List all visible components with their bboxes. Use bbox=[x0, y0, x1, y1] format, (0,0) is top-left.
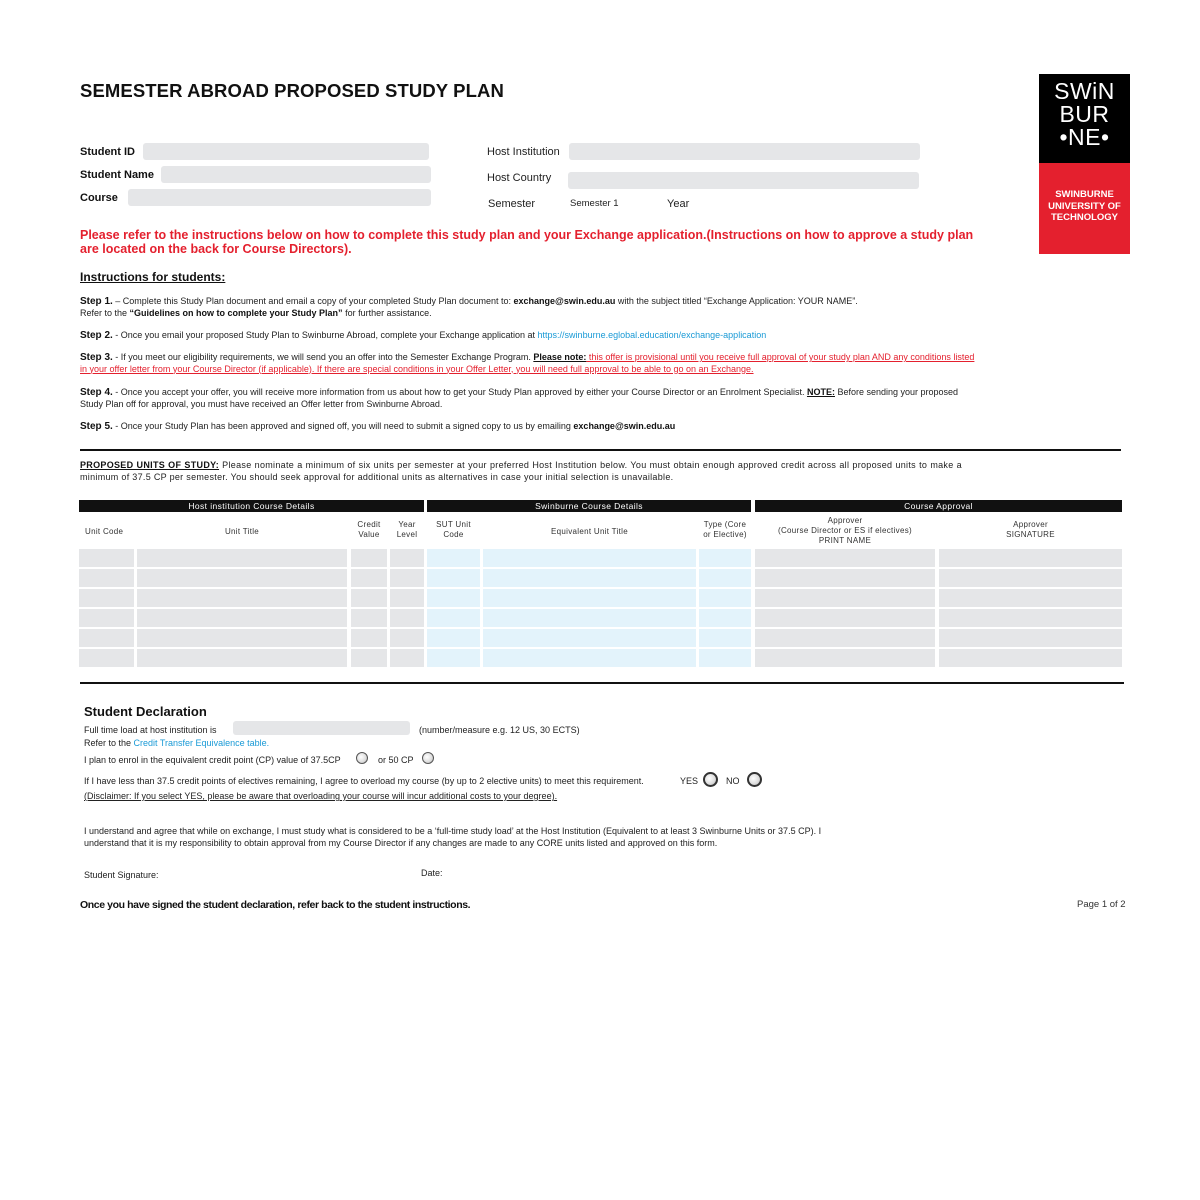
approver-name-cell[interactable] bbox=[755, 569, 935, 587]
unit-title-cell[interactable] bbox=[137, 589, 347, 607]
logo-sub-2: UNIVERSITY OF bbox=[1048, 200, 1121, 212]
band-swinburne-course: Swinburne Course Details bbox=[427, 500, 751, 512]
year-level-cell[interactable] bbox=[390, 609, 424, 627]
approver-name-cell[interactable] bbox=[755, 629, 935, 647]
sut-unit-code-cell[interactable] bbox=[427, 629, 480, 647]
unit-code-cell[interactable] bbox=[79, 649, 134, 667]
credit-transfer-line bbox=[84, 737, 269, 749]
approver-name-cell[interactable] bbox=[755, 649, 935, 667]
overload-text: If I have less than 37.5 credit points of electives remaining, I agree to overload my course (by up to 2 elective units) to meet this requirement. bbox=[84, 776, 644, 786]
step-1-text: – Complete this Study Plan document and email a copy of your completed Study Plan document to: bbox=[112, 296, 514, 306]
semester-select[interactable]: Semester 1 bbox=[570, 198, 619, 209]
unit-code-cell[interactable] bbox=[79, 609, 134, 627]
type-cell[interactable] bbox=[699, 609, 751, 627]
approver-name-cell[interactable] bbox=[755, 609, 935, 627]
col-credit-line-2: Value bbox=[358, 530, 380, 539]
unit-code-cell[interactable] bbox=[79, 569, 134, 587]
credit-value-cell[interactable] bbox=[351, 589, 387, 607]
guidelines-link[interactable]: “Guidelines on how to complete your Study Plan” bbox=[129, 307, 343, 318]
year-level-cell[interactable] bbox=[390, 629, 424, 647]
step-3-note-label: Please note: bbox=[533, 352, 587, 362]
page-number: Page 1 of 2 bbox=[1077, 899, 1126, 910]
approver-signature-cell[interactable] bbox=[939, 549, 1122, 567]
logo-line-2: BUR bbox=[1059, 101, 1110, 127]
unit-title-cell[interactable] bbox=[137, 629, 347, 647]
page-title: SEMESTER ABROAD PROPOSED STUDY PLAN bbox=[80, 80, 504, 101]
yes-label: YES bbox=[680, 776, 699, 786]
unit-title-cell[interactable] bbox=[137, 649, 347, 667]
equivalent-unit-title-cell[interactable] bbox=[483, 629, 696, 647]
cp-37-5-radio[interactable] bbox=[356, 752, 368, 764]
overload-yes-radio[interactable] bbox=[703, 772, 718, 787]
approver-signature-cell[interactable] bbox=[939, 629, 1122, 647]
fulltime-load-input[interactable] bbox=[233, 721, 410, 735]
type-cell[interactable] bbox=[699, 629, 751, 647]
col-sut-line-1: SUT Unit bbox=[436, 520, 471, 529]
understand-text: I understand and agree that while on exchange, I must study what is considered to be a ‘full-time study load’ at the Host Institution (Equivalent to at least 3 Swinburne Units or 37.5 CP). I understand that it is my responsibility to obtain approval from my Course Director if any changes are made to any CORE units listed and approved on this form. bbox=[84, 826, 822, 848]
step-4-label: Step 4. bbox=[80, 387, 113, 398]
step-4-note: Before sending your proposed Study Plan off for approval, you must have received an Offer letter from Swinburne Abroad. bbox=[80, 387, 959, 409]
type-cell[interactable] bbox=[699, 649, 751, 667]
approver-signature-cell[interactable] bbox=[939, 649, 1122, 667]
equivalent-unit-title-cell[interactable] bbox=[483, 569, 696, 587]
col-approver-line-2: (Course Director or ES if electives) bbox=[778, 526, 912, 535]
or-50-label: or 50 CP bbox=[378, 755, 414, 765]
col-sut-unit-code bbox=[427, 520, 480, 540]
unit-title-cell[interactable] bbox=[137, 609, 347, 627]
disclaimer: (Disclaimer: If you select YES, please be aware that overloading your course will incur additional costs to your degree). bbox=[84, 791, 558, 801]
step-2-label: Step 2. bbox=[80, 330, 113, 341]
student-id-label: Student ID bbox=[80, 146, 135, 158]
step-3-note: this offer is provisional until you receive full approval of your study plan AND any conditions listed in your offer letter from your Course Director (if applicable). If there are special conditions in your Offer Letter, you will need full approval to be able to go on an Exchange. bbox=[80, 352, 975, 374]
approver-name-cell[interactable] bbox=[755, 589, 935, 607]
col-approver-line-1: Approver bbox=[827, 516, 863, 525]
unit-code-cell[interactable] bbox=[79, 589, 134, 607]
approver-signature-cell[interactable] bbox=[939, 589, 1122, 607]
host-institution-label: Host Institution bbox=[487, 146, 560, 158]
credit-transfer-refer: Refer to the bbox=[84, 738, 134, 748]
step-4 bbox=[80, 387, 980, 410]
sut-unit-code-cell[interactable] bbox=[427, 649, 480, 667]
date-label: Date: bbox=[421, 868, 443, 878]
col-year-line-2: Level bbox=[396, 530, 418, 539]
student-signature-label: Student Signature: bbox=[84, 870, 159, 880]
exchange-application-link[interactable]: https://swinburne.eglobal.education/exchange-application bbox=[537, 330, 767, 340]
unit-code-cell[interactable] bbox=[79, 629, 134, 647]
band-host-course: Host institution Course Details bbox=[79, 500, 424, 512]
type-cell[interactable] bbox=[699, 589, 751, 607]
step-5-email[interactable]: exchange@swin.edu.au bbox=[573, 421, 676, 431]
no-label: NO bbox=[726, 776, 740, 786]
proposed-units-body: Please nominate a minimum of six units per semester at your preferred Host Institution below. You must obtain enough approved credit across all proposed units to make a minimum of 37.5 CP per semester. You should seek approval for additional units as alternatives in case your initial selection is unavailable. bbox=[80, 460, 962, 482]
col-sig-line-1: Approver bbox=[1013, 520, 1048, 529]
sut-unit-code-cell[interactable] bbox=[427, 609, 480, 627]
logo-sub-3: TECHNOLOGY bbox=[1050, 212, 1119, 223]
col-type-line-2: or Elective) bbox=[703, 530, 747, 539]
step-5 bbox=[80, 421, 980, 433]
credit-transfer-link[interactable]: Credit Transfer Equivalence table. bbox=[133, 738, 270, 748]
step-1-refer: Refer to the bbox=[80, 307, 130, 318]
fulltime-label: Full time load at host institution is bbox=[84, 725, 217, 735]
approver-name-cell[interactable] bbox=[755, 549, 935, 567]
col-approver-signature bbox=[939, 520, 1122, 540]
approver-signature-cell[interactable] bbox=[939, 609, 1122, 627]
student-name-input[interactable] bbox=[161, 166, 431, 183]
type-cell[interactable] bbox=[699, 549, 751, 567]
col-approver-line-3: PRINT NAME bbox=[818, 536, 872, 545]
equivalent-unit-title-cell[interactable] bbox=[483, 649, 696, 667]
step-3-text: - If you meet our eligibility requirements, we will send you an offer into the Semester Exchange Program. bbox=[112, 352, 534, 362]
fulltime-hint: (number/measure e.g. 12 US, 30 ECTS) bbox=[419, 725, 580, 735]
col-equivalent-unit-title: Equivalent Unit Title bbox=[550, 527, 628, 536]
unit-title-cell[interactable] bbox=[137, 569, 347, 587]
step-3-label: Step 3. bbox=[80, 352, 113, 363]
step-2-text: - Once you email your proposed Study Plan to Swinburne Abroad, complete your Exchange application at bbox=[112, 330, 538, 340]
footer-note: Once you have signed the student declaration, refer back to the student instructions. bbox=[80, 899, 471, 911]
equivalent-unit-title-cell[interactable] bbox=[483, 589, 696, 607]
step-5-label: Step 5. bbox=[80, 421, 113, 432]
logo-wordmark bbox=[1039, 163, 1130, 254]
col-approver bbox=[755, 516, 935, 546]
step-5-text: - Once your Study Plan has been approved and signed off, you will need to submit a signed copy to us by emailing bbox=[112, 421, 574, 431]
divider-bottom bbox=[80, 682, 1124, 684]
step-1-email[interactable]: exchange@swin.edu.au bbox=[513, 296, 616, 306]
host-country-input[interactable] bbox=[568, 172, 919, 189]
credit-value-cell[interactable] bbox=[351, 549, 387, 567]
cp-50-radio[interactable] bbox=[422, 752, 434, 764]
swinburne-logo bbox=[1039, 74, 1130, 254]
year-level-cell[interactable] bbox=[390, 549, 424, 567]
step-1-label: Step 1. bbox=[80, 296, 113, 307]
col-sig-line-2: SIGNATURE bbox=[1006, 530, 1055, 539]
credit-value-cell[interactable] bbox=[351, 609, 387, 627]
col-year-line-1: Year bbox=[398, 520, 416, 529]
approver-signature-cell[interactable] bbox=[939, 569, 1122, 587]
host-institution-input[interactable] bbox=[569, 143, 920, 160]
logo-line-3: •NE• bbox=[1059, 124, 1110, 150]
declaration-heading: Student Declaration bbox=[84, 704, 207, 719]
col-type-line-1: Type (Core bbox=[703, 520, 747, 529]
student-name-label: Student Name bbox=[80, 169, 154, 181]
logo-sub-1: SWINBURNE bbox=[1055, 189, 1114, 200]
overload-no-radio[interactable] bbox=[747, 772, 762, 787]
semester-label: Semester bbox=[488, 198, 536, 210]
step-1-refer-2: for further assistance. bbox=[342, 307, 432, 318]
logo-line-1: SWiN bbox=[1054, 78, 1115, 104]
divider-top bbox=[80, 449, 1121, 451]
col-credit-line-1: Credit bbox=[357, 520, 381, 529]
step-1-text-2: with the subject titled “Exchange Application: YOUR NAME”. bbox=[615, 296, 858, 306]
course-label: Course bbox=[80, 192, 118, 204]
course-input[interactable] bbox=[128, 189, 431, 206]
proposed-units-text bbox=[80, 459, 962, 483]
col-type bbox=[699, 520, 751, 540]
sut-unit-code-cell[interactable] bbox=[427, 589, 480, 607]
sut-unit-code-cell[interactable] bbox=[427, 569, 480, 587]
credit-value-cell[interactable] bbox=[351, 629, 387, 647]
col-unit-title: Unit Title bbox=[224, 527, 260, 536]
step-4-text: - Once you accept your offer, you will receive more information from us about how to get your Study Plan approved by either your Course Director or an Enrolment Specialist. bbox=[112, 387, 807, 397]
step-3 bbox=[80, 352, 980, 375]
unit-title-cell[interactable] bbox=[137, 549, 347, 567]
col-credit-value bbox=[351, 520, 387, 540]
instructions-note: Please refer to the instructions below on how to complete this study plan and your Exchange application.(Instructions on how to approve a study plan are located on the back for Course Directors). bbox=[80, 228, 974, 256]
col-year-level bbox=[390, 520, 424, 540]
equivalent-unit-title-cell[interactable] bbox=[483, 549, 696, 567]
year-level-cell[interactable] bbox=[390, 569, 424, 587]
equivalent-unit-title-cell[interactable] bbox=[483, 609, 696, 627]
col-sut-line-2: Code bbox=[443, 530, 464, 539]
host-country-label: Host Country bbox=[487, 172, 552, 184]
student-id-input[interactable] bbox=[143, 143, 429, 160]
proposed-units-label: PROPOSED UNITS OF STUDY: bbox=[80, 460, 220, 470]
band-course-approval: Course Approval bbox=[755, 500, 1122, 512]
sut-unit-code-cell[interactable] bbox=[427, 549, 480, 567]
col-unit-code: Unit Code bbox=[85, 527, 124, 536]
year-level-cell[interactable] bbox=[390, 649, 424, 667]
credit-value-cell[interactable] bbox=[351, 569, 387, 587]
logo-mark bbox=[1039, 74, 1130, 163]
year-level-cell[interactable] bbox=[390, 589, 424, 607]
credit-value-cell[interactable] bbox=[351, 649, 387, 667]
year-label: Year bbox=[667, 198, 690, 210]
plan-cp-text: I plan to enrol in the equivalent credit point (CP) value of 37.5CP bbox=[84, 755, 341, 765]
step-4-note-label: NOTE: bbox=[806, 387, 835, 397]
step-1 bbox=[80, 296, 980, 319]
step-2 bbox=[80, 330, 980, 342]
type-cell[interactable] bbox=[699, 569, 751, 587]
unit-code-cell[interactable] bbox=[79, 549, 134, 567]
instructions-heading: Instructions for students: bbox=[80, 270, 226, 284]
